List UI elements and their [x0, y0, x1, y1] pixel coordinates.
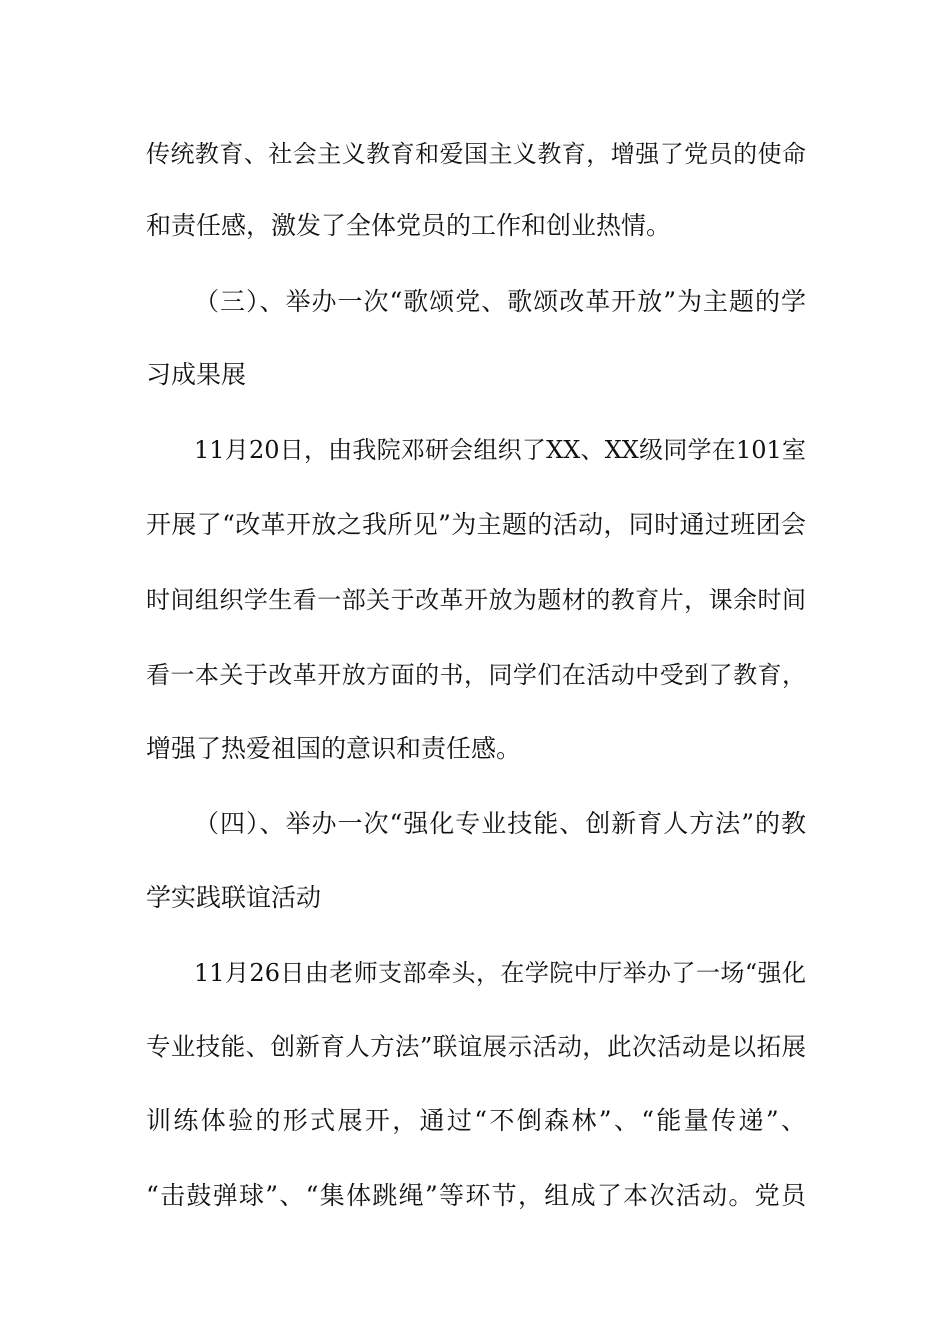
body-text-line: 时间组织学生看一部关于改革开放为题材的教育片，课余时间	[146, 586, 806, 614]
body-text-line: 传统教育、社会主义教育和爱国主义教育，增强了党员的使命	[146, 140, 806, 168]
section-heading-line: （三）、举办一次“歌颂党、歌颂改革开放”为主题的学	[194, 287, 806, 316]
body-text-line: 11月26日由老师支部牵头，在学院中厅举办了一场“强化	[194, 959, 806, 987]
body-text-line: “击鼓弹球”、“集体跳绳”等环节，组成了本次活动。党员	[146, 1181, 806, 1210]
body-text-line: 看一本关于改革开放方面的书，同学们在活动中受到了教育，	[146, 661, 806, 689]
section-heading-line: （四）、举办一次“强化专业技能、创新育人方法”的教	[194, 809, 806, 838]
section-heading-line: 习成果展	[146, 360, 247, 389]
section-heading-line: 学实践联谊活动	[146, 883, 322, 912]
body-text-line: 训练体验的形式展开，通过“不倒森林”、“能量传递”、	[146, 1106, 806, 1135]
body-text-line: 专业技能、创新育人方法”联谊展示活动，此次活动是以拓展	[146, 1032, 806, 1061]
body-text-line: 11月20日，由我院邓研会组织了XX、XX级同学在101室	[194, 436, 806, 464]
body-text-line: 增强了热爱祖国的意识和责任感。	[146, 734, 522, 763]
body-text-line: 和责任感，激发了全体党员的工作和创业热情。	[146, 211, 672, 240]
body-text-line: 开展了“改革开放之我所见”为主题的活动，同时通过班团会	[146, 510, 806, 539]
